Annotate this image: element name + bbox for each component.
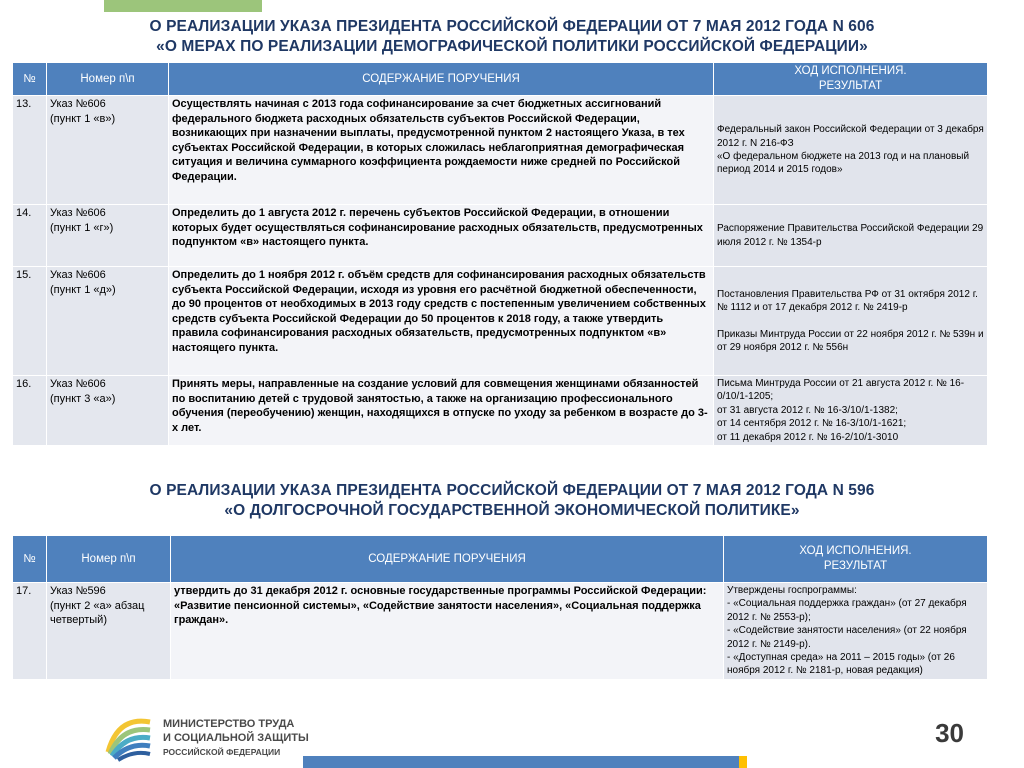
row-reference-line1: Указ №606: [50, 207, 106, 219]
table-header-row: [13, 63, 988, 96]
row-content: Принять меры, направленные на создание условий для совмещения женщинами обязанностей по воспитанию детей с трудовой занятостью, а также на организацию профессионального обучения (переобучению) женщин, находящихся в отпуске по уходу за ребенком в возрасте до 3-х лет.: [169, 376, 714, 446]
header-result-line2: РЕЗУЛЬТАТ: [818, 80, 883, 92]
row-number: 14.: [13, 205, 47, 267]
row-reference-line1: Указ №606: [50, 269, 106, 281]
ministry-name-line3: РОССИЙСКОЙ ФЕДЕРАЦИИ: [163, 747, 281, 757]
row-result-line2: «О федеральном бюджете на 2013 год и на плановый период 2014 и 2015 годов»: [717, 151, 970, 176]
row-result-line4: от 11 декабря 2012 г. № 16-2/10/1-3010: [717, 431, 899, 443]
row-reference: [47, 583, 171, 680]
row-result-line3: от 14 сентября 2012 г. № 16-3/10/1-1621;: [717, 418, 907, 430]
table-header-row: [13, 536, 988, 583]
row-result-line1: Письма Минтруда России от 21 августа 2012 г. № 16-0/10/1-1205;: [717, 378, 965, 403]
header-ref: Номер п\п: [47, 536, 171, 583]
header-result: [724, 536, 988, 583]
row-reference-line2: (пункт 1 «д»): [50, 283, 116, 296]
header-content: СОДЕРЖАНИЕ ПОРУЧЕНИЯ: [171, 536, 724, 583]
header-num: №: [13, 536, 47, 583]
ministry-name: [163, 717, 309, 759]
row-reference-line2: (пункт 2 «а» абзац четвертый): [50, 599, 145, 627]
row-content: Определить до 1 августа 2012 г. перечень субъектов Российской Федерации, в отношении которых будет осуществляться софинансирование расходных обязательств, предусмотренных подпунктом «в» настоящего пункта.: [169, 205, 714, 267]
row-reference-line1: Указ №596: [50, 585, 106, 597]
row-number: 13.: [13, 96, 47, 205]
row-number: 16.: [13, 376, 47, 446]
row-reference: [47, 96, 169, 205]
row-result: [714, 267, 988, 376]
bottom-blue-bar: [303, 756, 739, 768]
row-result-line1: Распоряжение Правительства Российской Федерации 29 июля 2012 г. № 1354-р: [717, 223, 984, 248]
row-reference-line1: Указ №606: [50, 378, 106, 390]
row-content: Осуществлять начиная с 2013 года софинансирование за счет бюджетных ассигнований федерального бюджета расходных обязательств субъектов Российской Федерации, возникающих при назначении выплаты, предусмотренной пунктом 2 настоящего Указа, в тех субъектах Российской Федерации, в которых сложилась неблагоприятная демографическая ситуация и величина суммарного коэффициента рождаемости ниже средней по Российской Федерации.: [169, 96, 714, 205]
row-number: 15.: [13, 267, 47, 376]
page-number: 30: [935, 718, 964, 748]
table-row: [13, 376, 988, 446]
decree-606-table: [12, 62, 988, 446]
row-reference: [47, 205, 169, 267]
table-row: [13, 205, 988, 267]
row-result: [714, 205, 988, 267]
row-reference-line2: (пункт 3 «а»): [50, 392, 116, 405]
header-num: №: [13, 63, 47, 96]
row-reference-line1: Указ №606: [50, 98, 106, 110]
table-row: [13, 267, 988, 376]
top-accent-bar: [104, 0, 262, 12]
row-reference: [47, 376, 169, 446]
row-result: [714, 376, 988, 446]
row-result-line3: - «Содействие занятости населения» (от 22 ноября 2012 г. № 2149-р).: [727, 625, 967, 650]
section2-title-line2: «О ДОЛГОСРОЧНОЙ ГОСУДАРСТВЕННОЙ ЭКОНОМИЧЕСКОЙ ПОЛИТИКЕ»: [224, 502, 800, 519]
header-result-line1: ХОД ИСПОЛНЕНИЯ.: [799, 545, 912, 557]
row-content: Определить до 1 ноября 2012 г. объём средств для софинансирования расходных обязательств субъекта Российской Федерации, исходя из уровня его расчётной бюджетной обеспеченности, до 90 процентов от необходимых в 2013 году средств с постепенным увеличением собственных средств субъекта Российской Федерации до 50 процентов к 2018 году, а также утвердить правила софинансирования расходных обязательств, предусмотренных подпунктом «в» настоящего пункта.: [169, 267, 714, 376]
ministry-logo-icon: [104, 712, 154, 762]
row-result-line2: от 31 августа 2012 г. № 16-3/10/1-1382;: [717, 404, 898, 416]
row-result: [724, 583, 988, 680]
row-content: утвердить до 31 декабря 2012 г. основные государственные программы Российской Федерации: «Развитие пенсионной системы», «Содействие занятости населения», «Социальная поддержка граждан».: [171, 583, 724, 680]
bottom-yellow-accent: [739, 756, 747, 768]
header-ref: Номер п\п: [47, 63, 169, 96]
header-result-line1: ХОД ИСПОЛНЕНИЯ.: [794, 65, 907, 77]
section1-title: [0, 17, 1024, 57]
section2-title: [0, 481, 1024, 521]
row-result-line1: Постановления Правительства РФ от 31 октября 2012 г. № 1112 и от 17 декабря 2012 г. № 2419-р: [717, 288, 978, 314]
table-row: [13, 96, 988, 205]
header-result: [714, 63, 988, 96]
table-row: [13, 583, 988, 680]
row-result-line1: Утверждены госпрограммы:: [727, 585, 857, 596]
row-result: [714, 96, 988, 205]
row-result-line4: - «Доступная среда» на 2011 – 2015 годы» (от 26 ноября 2012 г. № 2181-р, новая редакция): [727, 652, 955, 677]
header-content: СОДЕРЖАНИЕ ПОРУЧЕНИЯ: [169, 63, 714, 96]
row-reference: [47, 267, 169, 376]
decree-596-table: [12, 535, 988, 680]
ministry-name-line1: МИНИСТЕРСТВО ТРУДА: [163, 718, 295, 730]
row-result-line2: Приказы Минтруда России от 22 ноября 2012 г. № 539н и от 29 ноября 2012 г. № 556н: [717, 328, 984, 353]
row-number: 17.: [13, 583, 47, 680]
header-result-line2: РЕЗУЛЬТАТ: [823, 560, 888, 572]
section2-title-line1: О РЕАЛИЗАЦИИ УКАЗА ПРЕЗИДЕНТА РОССИЙСКОЙ ФЕДЕРАЦИИ ОТ 7 МАЯ 2012 ГОДА N 596: [149, 482, 875, 499]
row-result-line2: - «Социальная поддержка граждан» (от 27 декабря 2012 г. № 2553-р);: [727, 598, 967, 623]
row-result-line1: Федеральный закон Российской Федерации от 3 декабря 2012 г. N 216-ФЗ: [717, 124, 984, 149]
section1-title-line2: «О МЕРАХ ПО РЕАЛИЗАЦИИ ДЕМОГРАФИЧЕСКОЙ ПОЛИТИКИ РОССИЙСКОЙ ФЕДЕРАЦИИ»: [156, 38, 868, 55]
row-reference-line2: (пункт 1 «г»): [50, 221, 114, 234]
section1-title-line1: О РЕАЛИЗАЦИИ УКАЗА ПРЕЗИДЕНТА РОССИЙСКОЙ ФЕДЕРАЦИИ ОТ 7 МАЯ 2012 ГОДА N 606: [149, 18, 875, 35]
row-reference-line2: (пункт 1 «в»): [50, 112, 116, 125]
ministry-name-line2: И СОЦИАЛЬНОЙ ЗАЩИТЫ: [163, 732, 309, 744]
